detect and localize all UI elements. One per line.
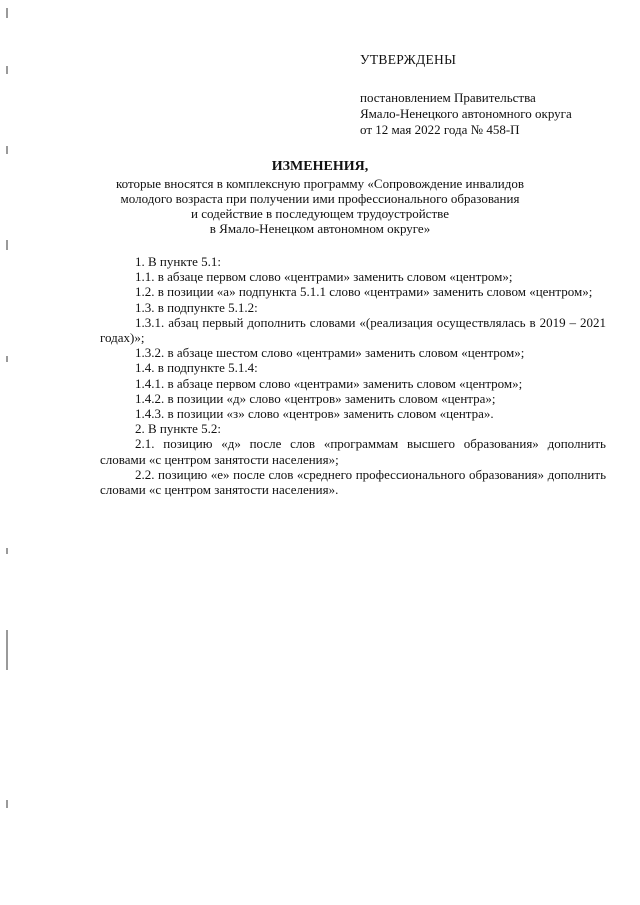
amendment-item: 1.2. в позиции «а» подпункта 5.1.1 слово «центрами» заменить словом «центром»; xyxy=(135,284,593,300)
amendment-item: 1.3. в подпункте 5.1.2: xyxy=(135,299,258,315)
amendment-item: 1.4.3. в позиции «з» слово «центров» заменить словом «центра». xyxy=(135,406,494,422)
scan-mark xyxy=(6,8,8,18)
document-subtitle-line: в Ямало-Ненецком автономном округе» xyxy=(209,221,431,236)
document-title-block xyxy=(60,158,580,236)
scan-mark xyxy=(6,66,8,74)
amendment-item: 1.4. в подпункте 5.1.4: xyxy=(135,360,258,376)
scan-mark xyxy=(6,146,8,154)
approval-line: Ямало-Ненецкого автономного округа xyxy=(360,106,572,121)
amendment-item: 1.3.1. абзац первый дополнить словами «(реализация осуществлялась в 2019 – 2021 годах)»; xyxy=(100,314,606,346)
approval-line: от 12 мая 2022 года № 458-П xyxy=(360,122,520,137)
approval-stamp-block xyxy=(360,52,630,138)
scan-mark xyxy=(6,356,8,362)
document-subtitle-line: которые вносятся в комплексную программу «Сопровождение инвалидов xyxy=(115,176,525,191)
scan-mark xyxy=(6,800,8,808)
document-subtitle-line: молодого возраста при получении ими профессионального образования xyxy=(120,191,520,206)
amendment-item: 2.2. позицию «е» после слов «среднего профессионального образования» дополнить словами «с центром занятости населения». xyxy=(100,466,606,498)
amendment-item: 2. В пункте 5.2: xyxy=(135,421,222,437)
scan-edge-marks xyxy=(6,0,10,905)
amendment-item: 1.4.1. в абзаце первом слово «центрами» заменить словом «центром»; xyxy=(135,375,523,391)
scan-mark xyxy=(6,548,8,554)
amendment-item: 1. В пункте 5.1: xyxy=(135,254,222,269)
scan-mark xyxy=(6,630,8,670)
document-title: ИЗМЕНЕНИЯ, xyxy=(271,159,369,174)
amendment-item: 1.4.2. в позиции «д» слово «центров» заменить словом «центра»; xyxy=(135,390,496,406)
document-subtitle-line: и содействие в последующем трудоустройстве xyxy=(191,206,449,221)
scan-mark xyxy=(6,240,8,250)
approval-heading: УТВЕРЖДЕНЫ xyxy=(360,52,457,67)
amendments-list xyxy=(100,254,606,497)
amendment-item: 2.1. позицию «д» после слов «программам высшего образования» дополнить словами «с центром занятости населения»; xyxy=(100,436,606,467)
amendment-item: 1.1. в абзаце первом слово «центрами» заменить словом «центром»; xyxy=(135,269,513,285)
approval-line: постановлением Правительства xyxy=(360,90,536,105)
amendment-item: 1.3.2. в абзаце шестом слово «центрами» заменить словом «центром»; xyxy=(135,345,525,361)
